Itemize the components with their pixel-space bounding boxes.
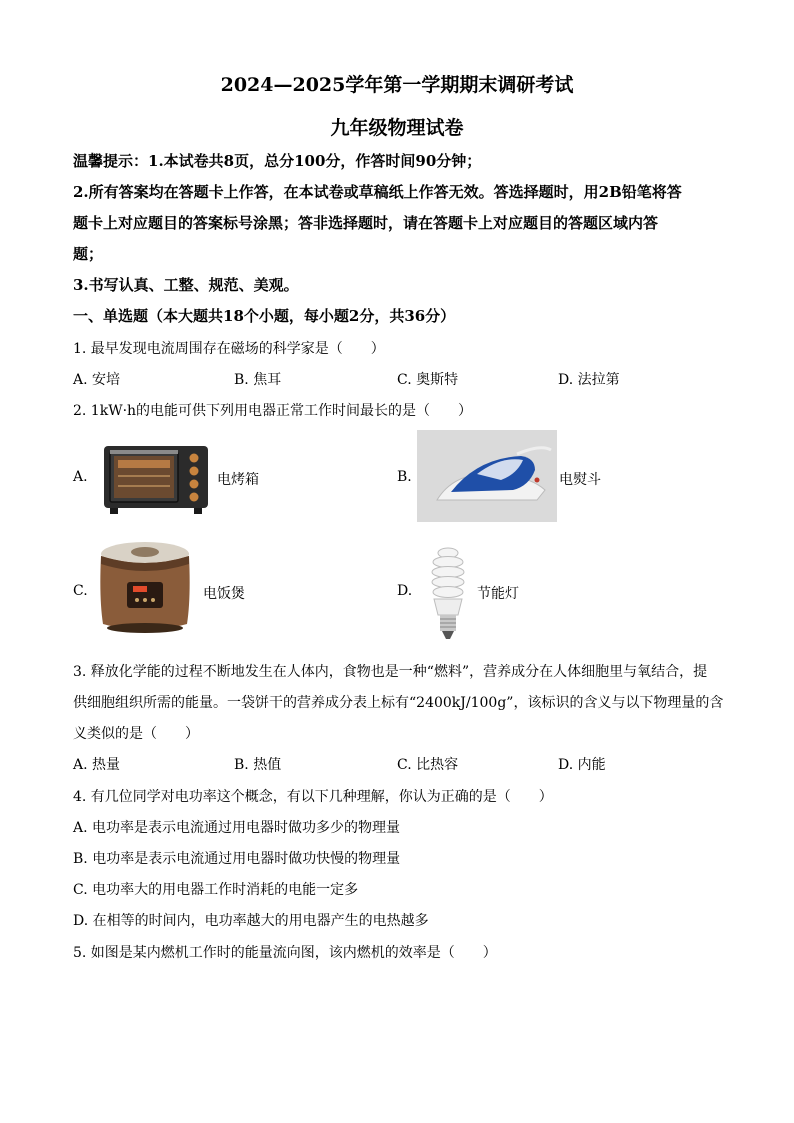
exam-subtitle: 九年级物理试卷 bbox=[330, 117, 464, 139]
q4-option-c: C. 电功率大的用电器工作时消耗的电能一定多 bbox=[73, 882, 359, 898]
q4-option-d: D. 在相等的时间内，电功率越大的用电器产生的电热越多 bbox=[73, 913, 429, 929]
notice-line-1: 温馨提示：1.本试卷共8页，总分100分，作答时间90分钟； bbox=[73, 152, 482, 170]
q1-option-b: B. 焦耳 bbox=[234, 372, 282, 388]
oven-icon bbox=[100, 440, 212, 518]
q1-option-a: A. 安培 bbox=[73, 372, 121, 388]
q3-option-c: C. 比热容 bbox=[397, 757, 459, 773]
q4-option-b: B. 电功率是表示电流通过用电器时做功快慢的物理量 bbox=[73, 851, 401, 867]
q5-stem: 5. 如图是某内燃机工作时的能量流向图，该内燃机的效率是（ ） bbox=[73, 945, 497, 961]
q2-option-d-letter: D. bbox=[397, 583, 413, 599]
q1-stem: 1. 最早发现电流周围存在磁场的科学家是（ ） bbox=[73, 341, 385, 357]
q2-option-c-letter: C. bbox=[73, 583, 88, 599]
q3-stem-line-2: 供细胞组织所需的能量。一袋饼干的营养成分表上标有“2400kJ/100g”，该标识的含义与以下物理量的含 bbox=[73, 695, 724, 711]
q1-option-c: C. 奥斯特 bbox=[397, 372, 459, 388]
q3-stem-line-1: 3. 释放化学能的过程不断地发生在人体内，食物也是一种“燃料”，营养成分在人体细胞里与氧结合，提 bbox=[73, 664, 708, 680]
q4-option-a: A. 电功率是表示电流通过用电器时做功多少的物理量 bbox=[73, 820, 401, 836]
notice-line-4: 题； bbox=[73, 245, 104, 263]
notice-line-2: 2.所有答案均在答题卡上作答，在本试卷或草稿纸上作答无效。答选择题时，用2B铅笔将答 bbox=[73, 183, 682, 201]
notice-line-5: 3.书写认真、工整、规范、美观。 bbox=[73, 276, 299, 294]
q2-option-b-label: 电熨斗 bbox=[559, 472, 601, 488]
rice-cooker-icon bbox=[93, 538, 198, 638]
q4-stem: 4. 有几位同学对电功率这个概念，有以下几种理解，你认为正确的是（ ） bbox=[73, 789, 553, 805]
q3-option-b: B. 热值 bbox=[234, 757, 282, 773]
q1-option-d: D. 法拉第 bbox=[558, 372, 620, 388]
q2-option-d-label: 节能灯 bbox=[477, 586, 519, 602]
q2-option-a-letter: A. bbox=[73, 469, 88, 485]
q2-stem: 2. 1kW·h的电能可供下列用电器正常工作时间最长的是（ ） bbox=[73, 403, 473, 419]
notice-line-3: 题卡上对应题目的答案标号涂黑；答非选择题时，请在答题卡上对应题目的答题区域内答 bbox=[73, 214, 659, 232]
section-heading: 一、单选题（本大题共18个小题，每小题2分，共36分） bbox=[73, 307, 456, 325]
q2-option-b-letter: B. bbox=[397, 469, 412, 485]
exam-title: 2024—2025学年第一学期期末调研考试 bbox=[220, 74, 574, 96]
q3-stem-line-3: 义类似的是（ ） bbox=[73, 726, 199, 742]
q2-option-a-label: 电烤箱 bbox=[217, 472, 259, 488]
cfl-bulb-icon bbox=[426, 545, 470, 643]
iron-icon bbox=[417, 430, 557, 522]
q3-option-d: D. 内能 bbox=[558, 757, 606, 773]
q3-option-a: A. 热量 bbox=[73, 757, 121, 773]
q2-option-c-label: 电饭煲 bbox=[203, 586, 245, 602]
